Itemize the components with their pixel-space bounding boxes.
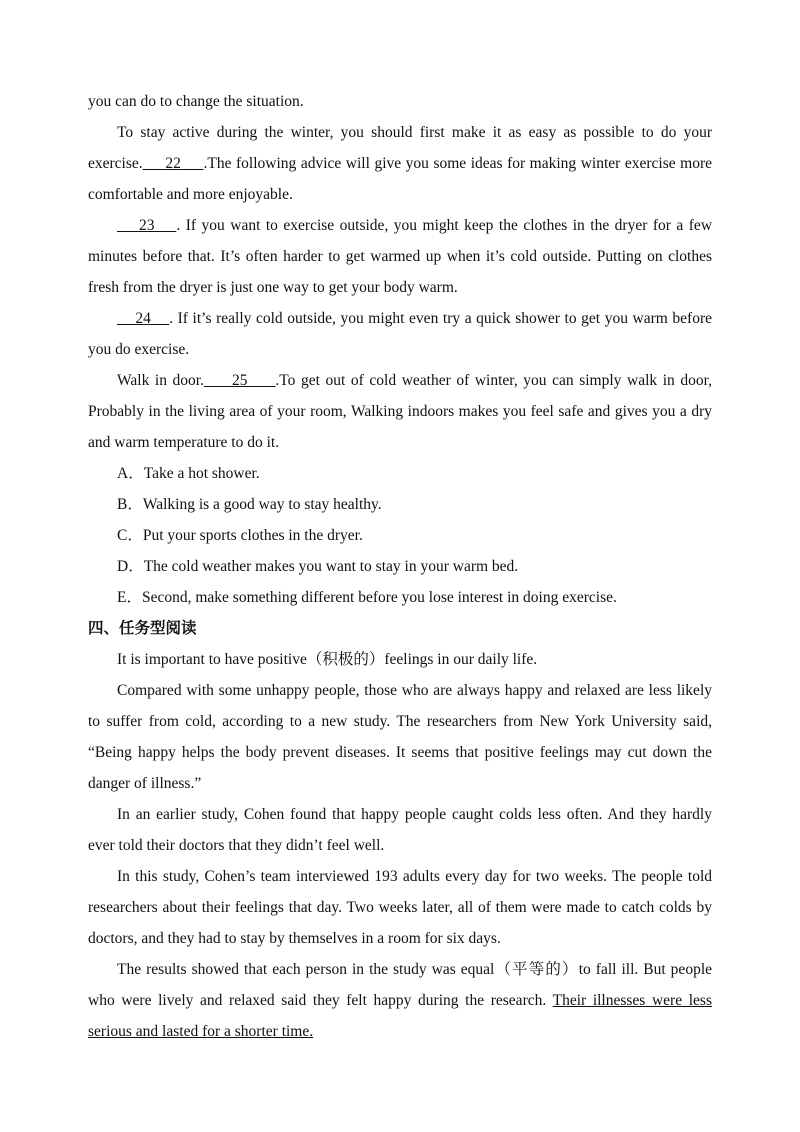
paragraph-this-study: In this study, Cohen’s team interviewed 193 adults every day for two weeks. The people told researchers about their feelings that day. Two weeks later, all of them were made to catch colds by doctors, and they had to stay by themselves in a room for six days.: [88, 868, 712, 947]
paragraph-text: . If it’s really cold outside, you might even try a quick shower to get you warm before you do exercise.: [88, 310, 712, 358]
paragraph-text: The results showed that each person in the study was equal（平等的）to fall ill. But people who were lively and relaxed said they felt happy during the research.: [88, 961, 712, 1009]
paragraph-study-intro: Compared with some unhappy people, those who are always happy and relaxed are less likely to suffer from cold, according to a new study. The researchers from New York University said, “Being happy helps the body prevent diseases. It seems that positive feelings may cut down the danger of illness.”: [88, 682, 712, 792]
paragraph-intro-end: you can do to change the situation.: [88, 93, 304, 110]
paragraph-blank-24: [88, 303, 712, 365]
blank-25[interactable]: 25: [231, 372, 248, 389]
paragraph-walk-indoor: [88, 365, 712, 458]
option-a: A．Take a hot shower.: [117, 465, 260, 482]
paragraph-text: . If you want to exercise outside, you might keep the clothes in the dryer for a few minutes before that. It’s often harder to get warmed up when it’s cold outside. Putting on clothes fresh from the dryer is just one way to get your body warm.: [88, 217, 713, 296]
paragraph-results: [88, 954, 712, 1047]
paragraph-text: To stay active during the winter, you should first make it as easy as possible to do your exercise.: [88, 124, 712, 172]
blank-24[interactable]: 24: [135, 310, 151, 327]
option-e: E．Second, make something different before you lose interest in doing exercise.: [117, 589, 617, 606]
option-d: D．The cold weather makes you want to stay in your warm bed.: [117, 558, 519, 575]
paragraph-stay-active: [88, 117, 712, 210]
underlined-sentence: Their illnesses were less serious and lasted for a shorter time.: [88, 992, 712, 1040]
paragraph-blank-23: [88, 210, 712, 303]
paragraph-text: .To get out of cold weather of winter, you can simply walk in door, Probably in the living area of your room, Walking indoors makes you feel safe and gives you a dry and warm temperature to do it.: [88, 372, 713, 451]
paragraph-earlier-study: In an earlier study, Cohen found that happy people caught colds less often. And they hardly ever told their doctors that they didn’t feel well.: [88, 806, 712, 854]
option-c: C．Put your sports clothes in the dryer.: [117, 527, 363, 544]
option-b: B．Walking is a good way to stay healthy.: [117, 496, 382, 513]
section-heading: 四、任务型阅读: [88, 619, 197, 637]
document-page: [88, 86, 712, 1047]
blank-22[interactable]: 22: [165, 155, 181, 172]
paragraph-text: .The following advice will give you some ideas for making winter exercise more comfortable and more enjoyable.: [88, 155, 712, 203]
paragraph-text: Walk in door.: [117, 372, 204, 389]
blank-23[interactable]: 23: [138, 217, 155, 234]
paragraph-positive-feelings: It is important to have positive（积极的）feelings in our daily life.: [117, 651, 538, 668]
